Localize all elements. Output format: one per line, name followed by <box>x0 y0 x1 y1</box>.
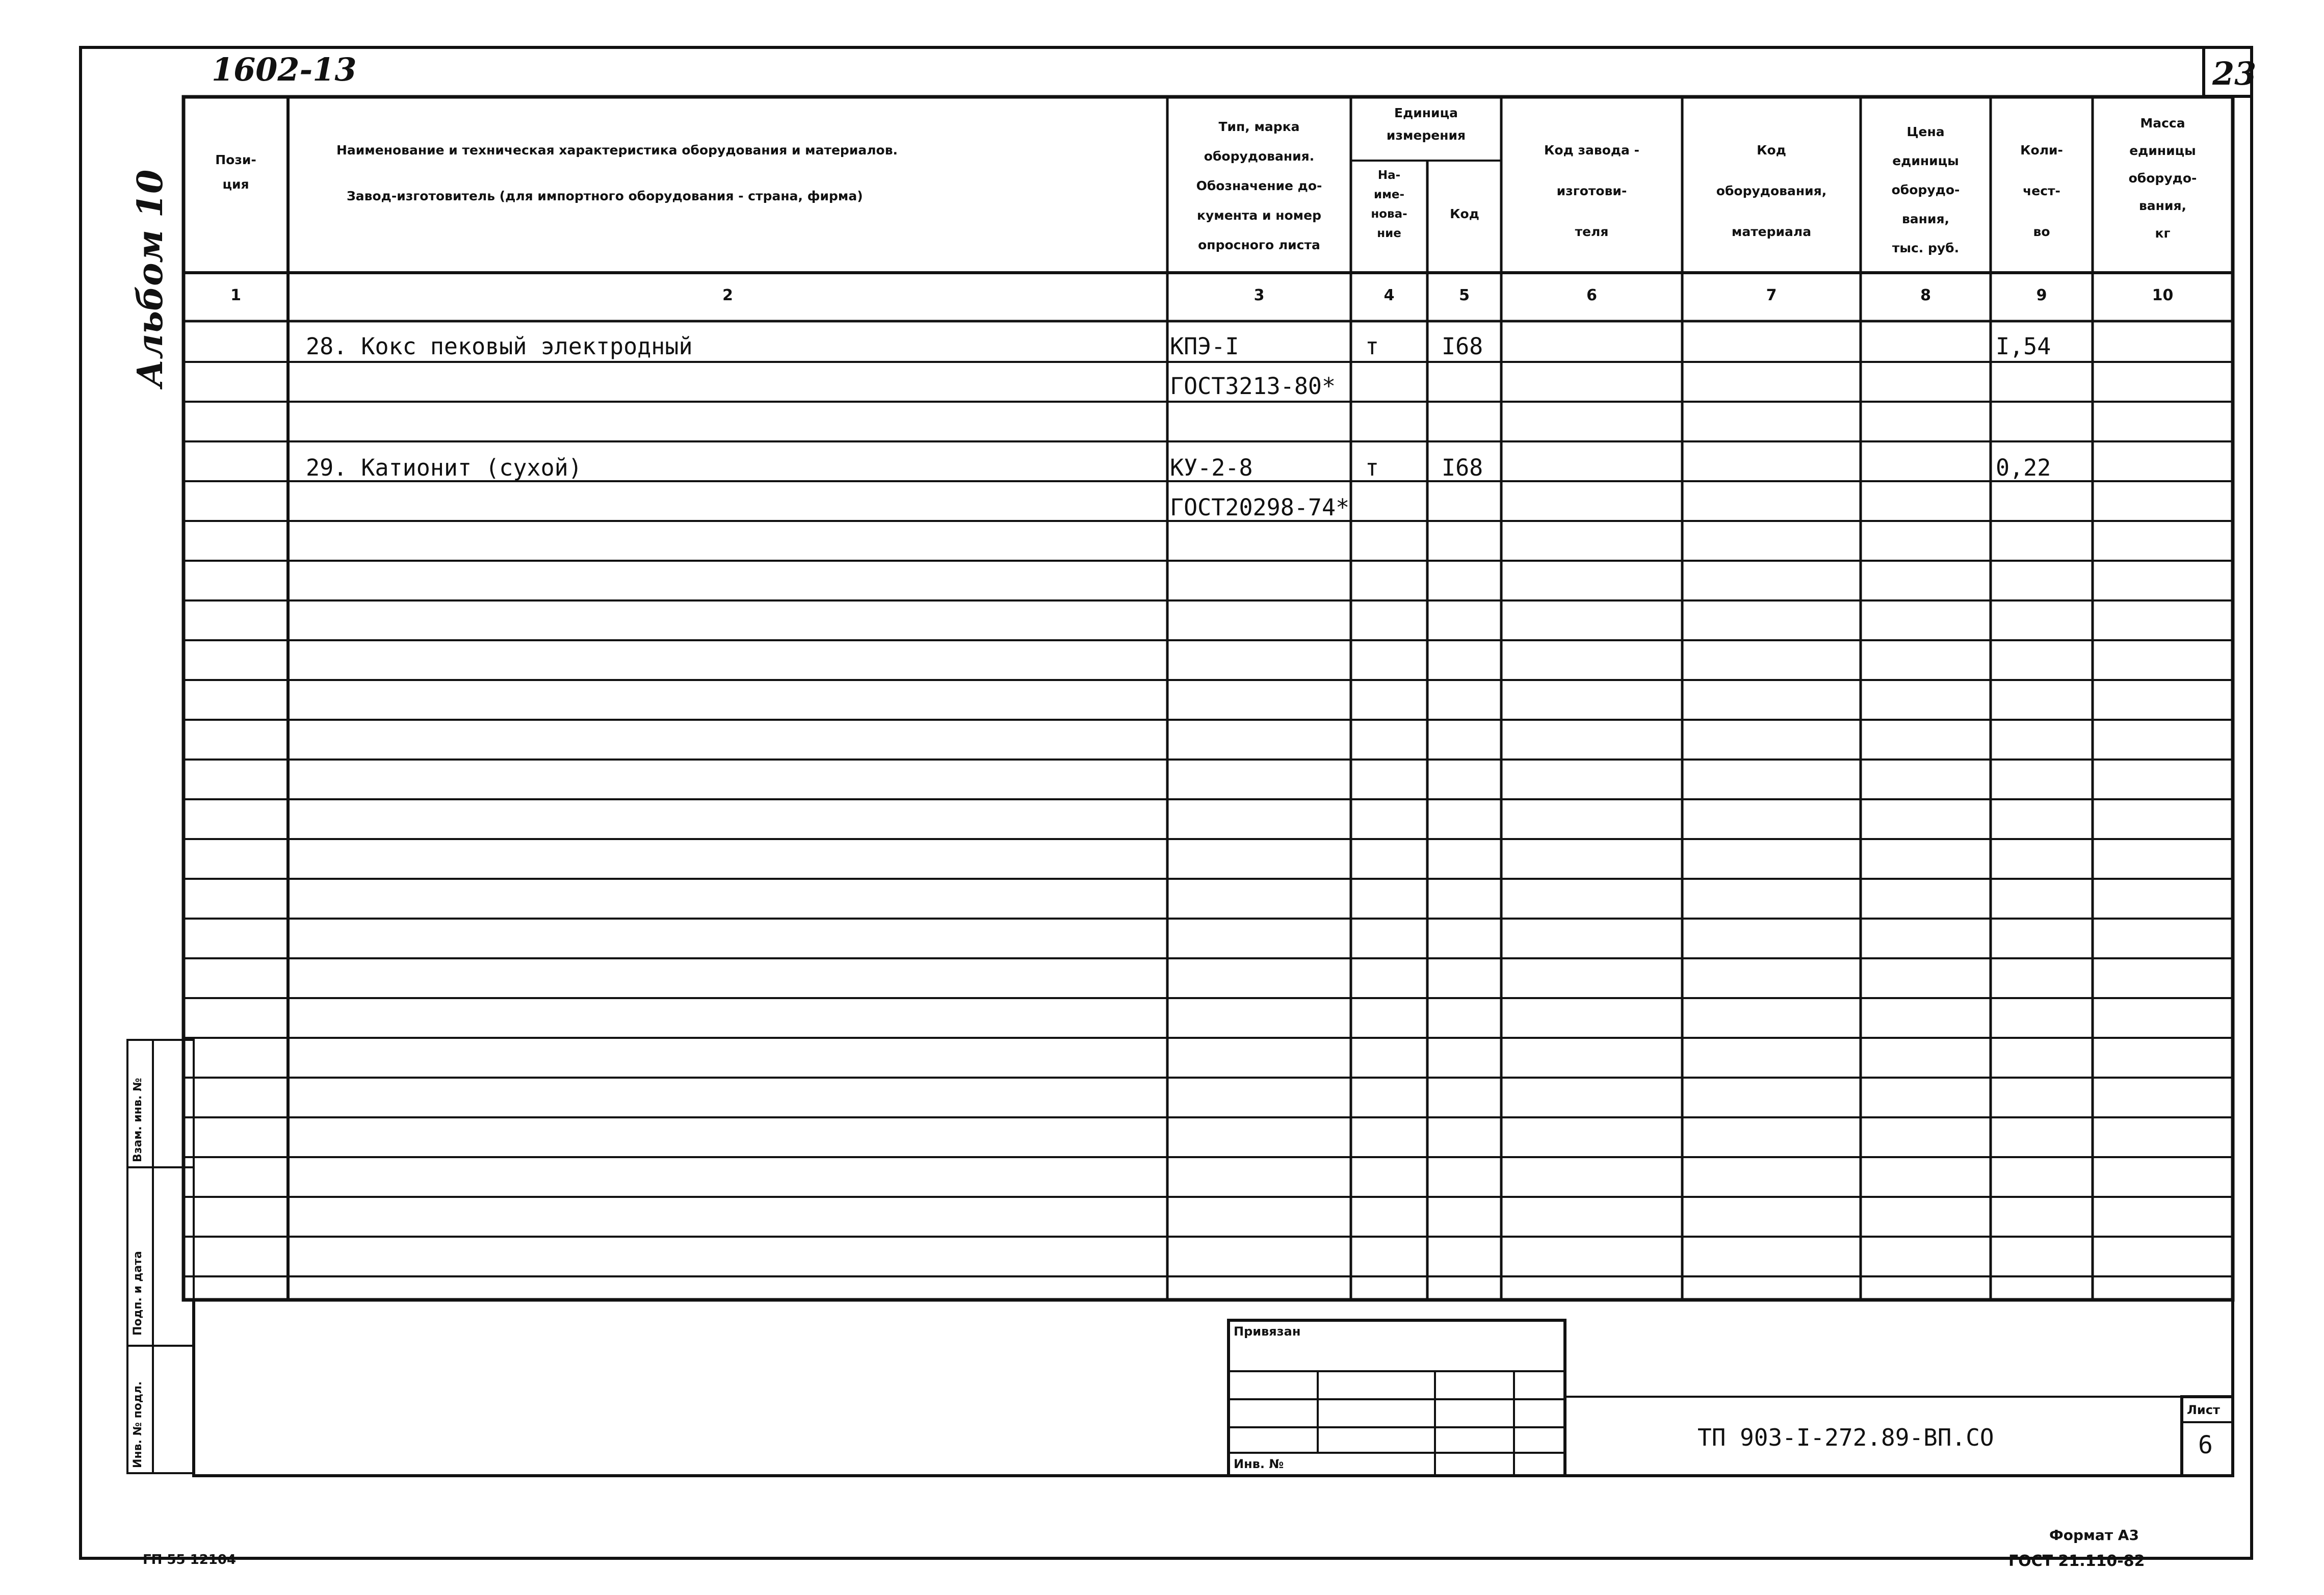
stamp-left: ГП 55 12104 <box>143 1552 237 1567</box>
row-29-unit: т <box>1365 454 1379 481</box>
header-price: Цена единицы оборудо- вания, тыс. руб. <box>1891 124 1960 255</box>
col-number-3: 3 <box>1254 286 1265 304</box>
header-equipment-code: Код оборудования, материала <box>1716 143 1827 239</box>
header-unit-code: Код <box>1450 206 1479 221</box>
header-name-line1: Наименование и техническая характеристика оборудования и материалов. <box>336 143 898 158</box>
row-28-unit: т <box>1365 333 1379 360</box>
row-29-standard: ГОСТ20298-74* <box>1170 494 1350 521</box>
col-number-9: 9 <box>2036 286 2047 304</box>
col-number-4: 4 <box>1383 286 1395 304</box>
stamp-original-inv: Инв. № подл. <box>132 1381 144 1468</box>
col-number-2: 2 <box>722 286 733 304</box>
row-29-name: 29. Катионит (сухой) <box>306 454 582 481</box>
album-label: Альбом 10 <box>130 169 171 387</box>
col-number-1: 1 <box>230 286 241 304</box>
row-28-code: I68 <box>1442 333 1483 360</box>
row-28-type: КПЭ-I <box>1170 333 1239 360</box>
stamp-signature: Подп. и дата <box>132 1251 144 1336</box>
row-28-qty: I,54 <box>1996 333 2051 360</box>
row-28-standard: ГОСТ3213-80* <box>1170 373 1336 400</box>
header-name-line2: Завод-изготовитель (для импортного оборудования - страна, фирма) <box>347 189 863 203</box>
project-code: 1602-13 <box>212 51 357 88</box>
row-29-qty: 0,22 <box>1996 454 2051 481</box>
inv-number-label: Инв. № <box>1234 1457 1284 1471</box>
gost-footer: ГОСТ 21.110-82 <box>2008 1552 2145 1570</box>
header-unit-name: На- име- нова- ние <box>1371 169 1407 240</box>
header-position: Пози- ция <box>215 152 256 192</box>
header-type: Тип, марка оборудования. Обозначение до- кумента и номер опросного листа <box>1196 119 1322 252</box>
sheet-label: Лист <box>2187 1403 2220 1417</box>
col-number-6: 6 <box>1586 286 1597 304</box>
row-28-name: 28. Кокс пековый электродный <box>306 333 693 360</box>
document-designation: ТП 903-I-272.89-ВП.СО <box>1698 1424 1994 1451</box>
page-number: 23 <box>2212 55 2257 92</box>
format-label: Формат А3 <box>2049 1527 2139 1544</box>
header-unit-group: Единица измерения <box>1386 106 1466 143</box>
privyazan-label: Привязан <box>1234 1324 1301 1339</box>
col-number-8: 8 <box>1920 286 1931 304</box>
col-number-10: 10 <box>2152 286 2174 304</box>
header-factory-code: Код завода - изготови- теля <box>1544 143 1640 239</box>
stamp-replace-inv: Взам. инв. № <box>132 1078 144 1162</box>
row-29-type: КУ-2-8 <box>1170 454 1253 481</box>
header-quantity: Коли- чест- во <box>2020 143 2063 239</box>
col-number-5: 5 <box>1459 286 1470 304</box>
col-number-7: 7 <box>1766 286 1777 304</box>
sheet-number: 6 <box>2198 1431 2213 1459</box>
header-mass: Масса единицы оборудо- вания, кг <box>2128 116 2197 241</box>
row-29-code: I68 <box>1442 454 1483 481</box>
